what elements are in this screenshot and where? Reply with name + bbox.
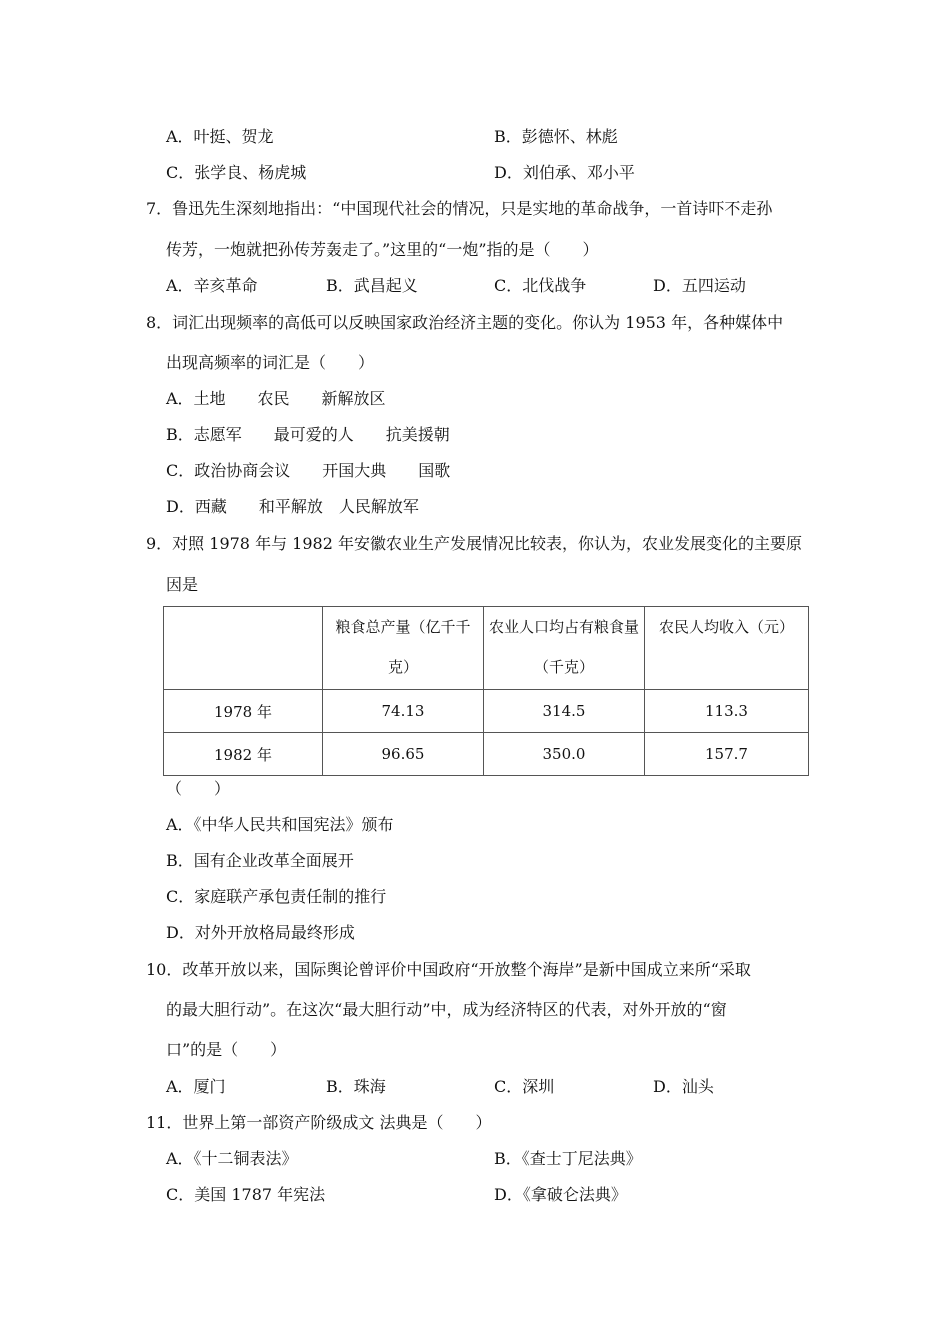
table-cell: 157.7 bbox=[645, 733, 809, 776]
comparison-table bbox=[163, 606, 809, 776]
q7-option-c: C．北伐战争 bbox=[494, 276, 587, 295]
q8-stem-line1: 8．词汇出现频率的高低可以反映国家政治经济主题的变化。你认为 1953 年，各种媒体中 bbox=[146, 313, 784, 332]
q9-stem-line1: 9．对照 1978 年与 1982 年安徽农业生产发展情况比较表，你认为，农业发展变化的主要原 bbox=[146, 534, 802, 553]
q9-answer-blank: （ ） bbox=[166, 779, 231, 798]
q10-stem-line1: 10．改革开放以来，国际舆论曾评价中国政府“开放整个海岸”是新中国成立来所“采取 bbox=[146, 960, 751, 979]
table-cell: 314.5 bbox=[484, 690, 645, 733]
q6-option-a: A．叶挺、贺龙 bbox=[166, 127, 274, 146]
q9-stem-line2: 因是 bbox=[166, 575, 199, 594]
q10-option-d: D．汕头 bbox=[653, 1077, 714, 1096]
q8-option-a: A．土地 农民 新解放区 bbox=[166, 389, 386, 408]
table-row bbox=[164, 733, 809, 776]
q10-stem-line3: 口”的是（ ） bbox=[166, 1040, 287, 1059]
q6-option-b: B．彭德怀、林彪 bbox=[494, 127, 618, 146]
q6-option-d: D．刘伯承、邓小平 bbox=[494, 163, 635, 182]
table-cell: 96.65 bbox=[323, 733, 484, 776]
table-cell: 74.13 bbox=[323, 690, 484, 733]
q7-option-b: B．武昌起义 bbox=[326, 276, 418, 295]
q6-option-c: C．张学良、杨虎城 bbox=[166, 163, 307, 182]
q7-option-a: A．辛亥革命 bbox=[166, 276, 258, 295]
q7-stem-line2: 传芳，一炮就把孙传芳轰走了。”这里的“一炮”指的是（ ） bbox=[166, 240, 599, 259]
q8-stem-line2: 出现高频率的词汇是（ ） bbox=[166, 353, 375, 372]
table-cell: 1982 年 bbox=[164, 733, 323, 776]
table-header-cell: 农业人口均占有粮食量（千克） bbox=[484, 607, 645, 690]
table-header-cell: 粮食总产量（亿千千克） bbox=[323, 607, 484, 690]
table-cell: 1978 年 bbox=[164, 690, 323, 733]
q8-option-d: D．西藏 和平解放 人民解放军 bbox=[166, 497, 419, 516]
q8-option-b: B．志愿军 最可爱的人 抗美援朝 bbox=[166, 425, 450, 444]
q11-option-d: D．《拿破仑法典》 bbox=[494, 1185, 627, 1204]
q10-option-c: C．深圳 bbox=[494, 1077, 555, 1096]
q9-option-b: B．国有企业改革全面展开 bbox=[166, 851, 354, 870]
table-row bbox=[164, 690, 809, 733]
q11-option-c: C．美国 1787 年宪法 bbox=[166, 1185, 326, 1204]
table-cell: 113.3 bbox=[645, 690, 809, 733]
q9-option-d: D．对外开放格局最终形成 bbox=[166, 923, 355, 942]
q7-stem-line1: 7．鲁迅先生深刻地指出：“中国现代社会的情况，只是实地的革命战争，一首诗吓不走孙 bbox=[146, 199, 773, 218]
q9-option-a: A．《中华人民共和国宪法》颁布 bbox=[166, 815, 394, 834]
table-header-cell bbox=[164, 607, 323, 690]
table-header-cell: 农民人均收入（元） bbox=[645, 607, 809, 690]
q8-option-c: C．政治协商会议 开国大典 国歌 bbox=[166, 461, 451, 480]
q11-option-a: A．《十二铜表法》 bbox=[166, 1149, 298, 1168]
q11-option-b: B．《查士丁尼法典》 bbox=[494, 1149, 642, 1168]
q10-option-a: A．厦门 bbox=[166, 1077, 226, 1096]
table-header-row bbox=[164, 607, 809, 690]
table-cell: 350.0 bbox=[484, 733, 645, 776]
q10-option-b: B．珠海 bbox=[326, 1077, 386, 1096]
q7-option-d: D．五四运动 bbox=[653, 276, 746, 295]
q10-stem-line2: 的最大胆行动”。在这次“最大胆行动”中，成为经济特区的代表，对外开放的“窗 bbox=[166, 1000, 727, 1019]
q9-option-c: C．家庭联产承包责任制的推行 bbox=[166, 887, 387, 906]
q11-stem-line1: 11．世界上第一部资产阶级成文 法典是（ ） bbox=[146, 1113, 492, 1132]
